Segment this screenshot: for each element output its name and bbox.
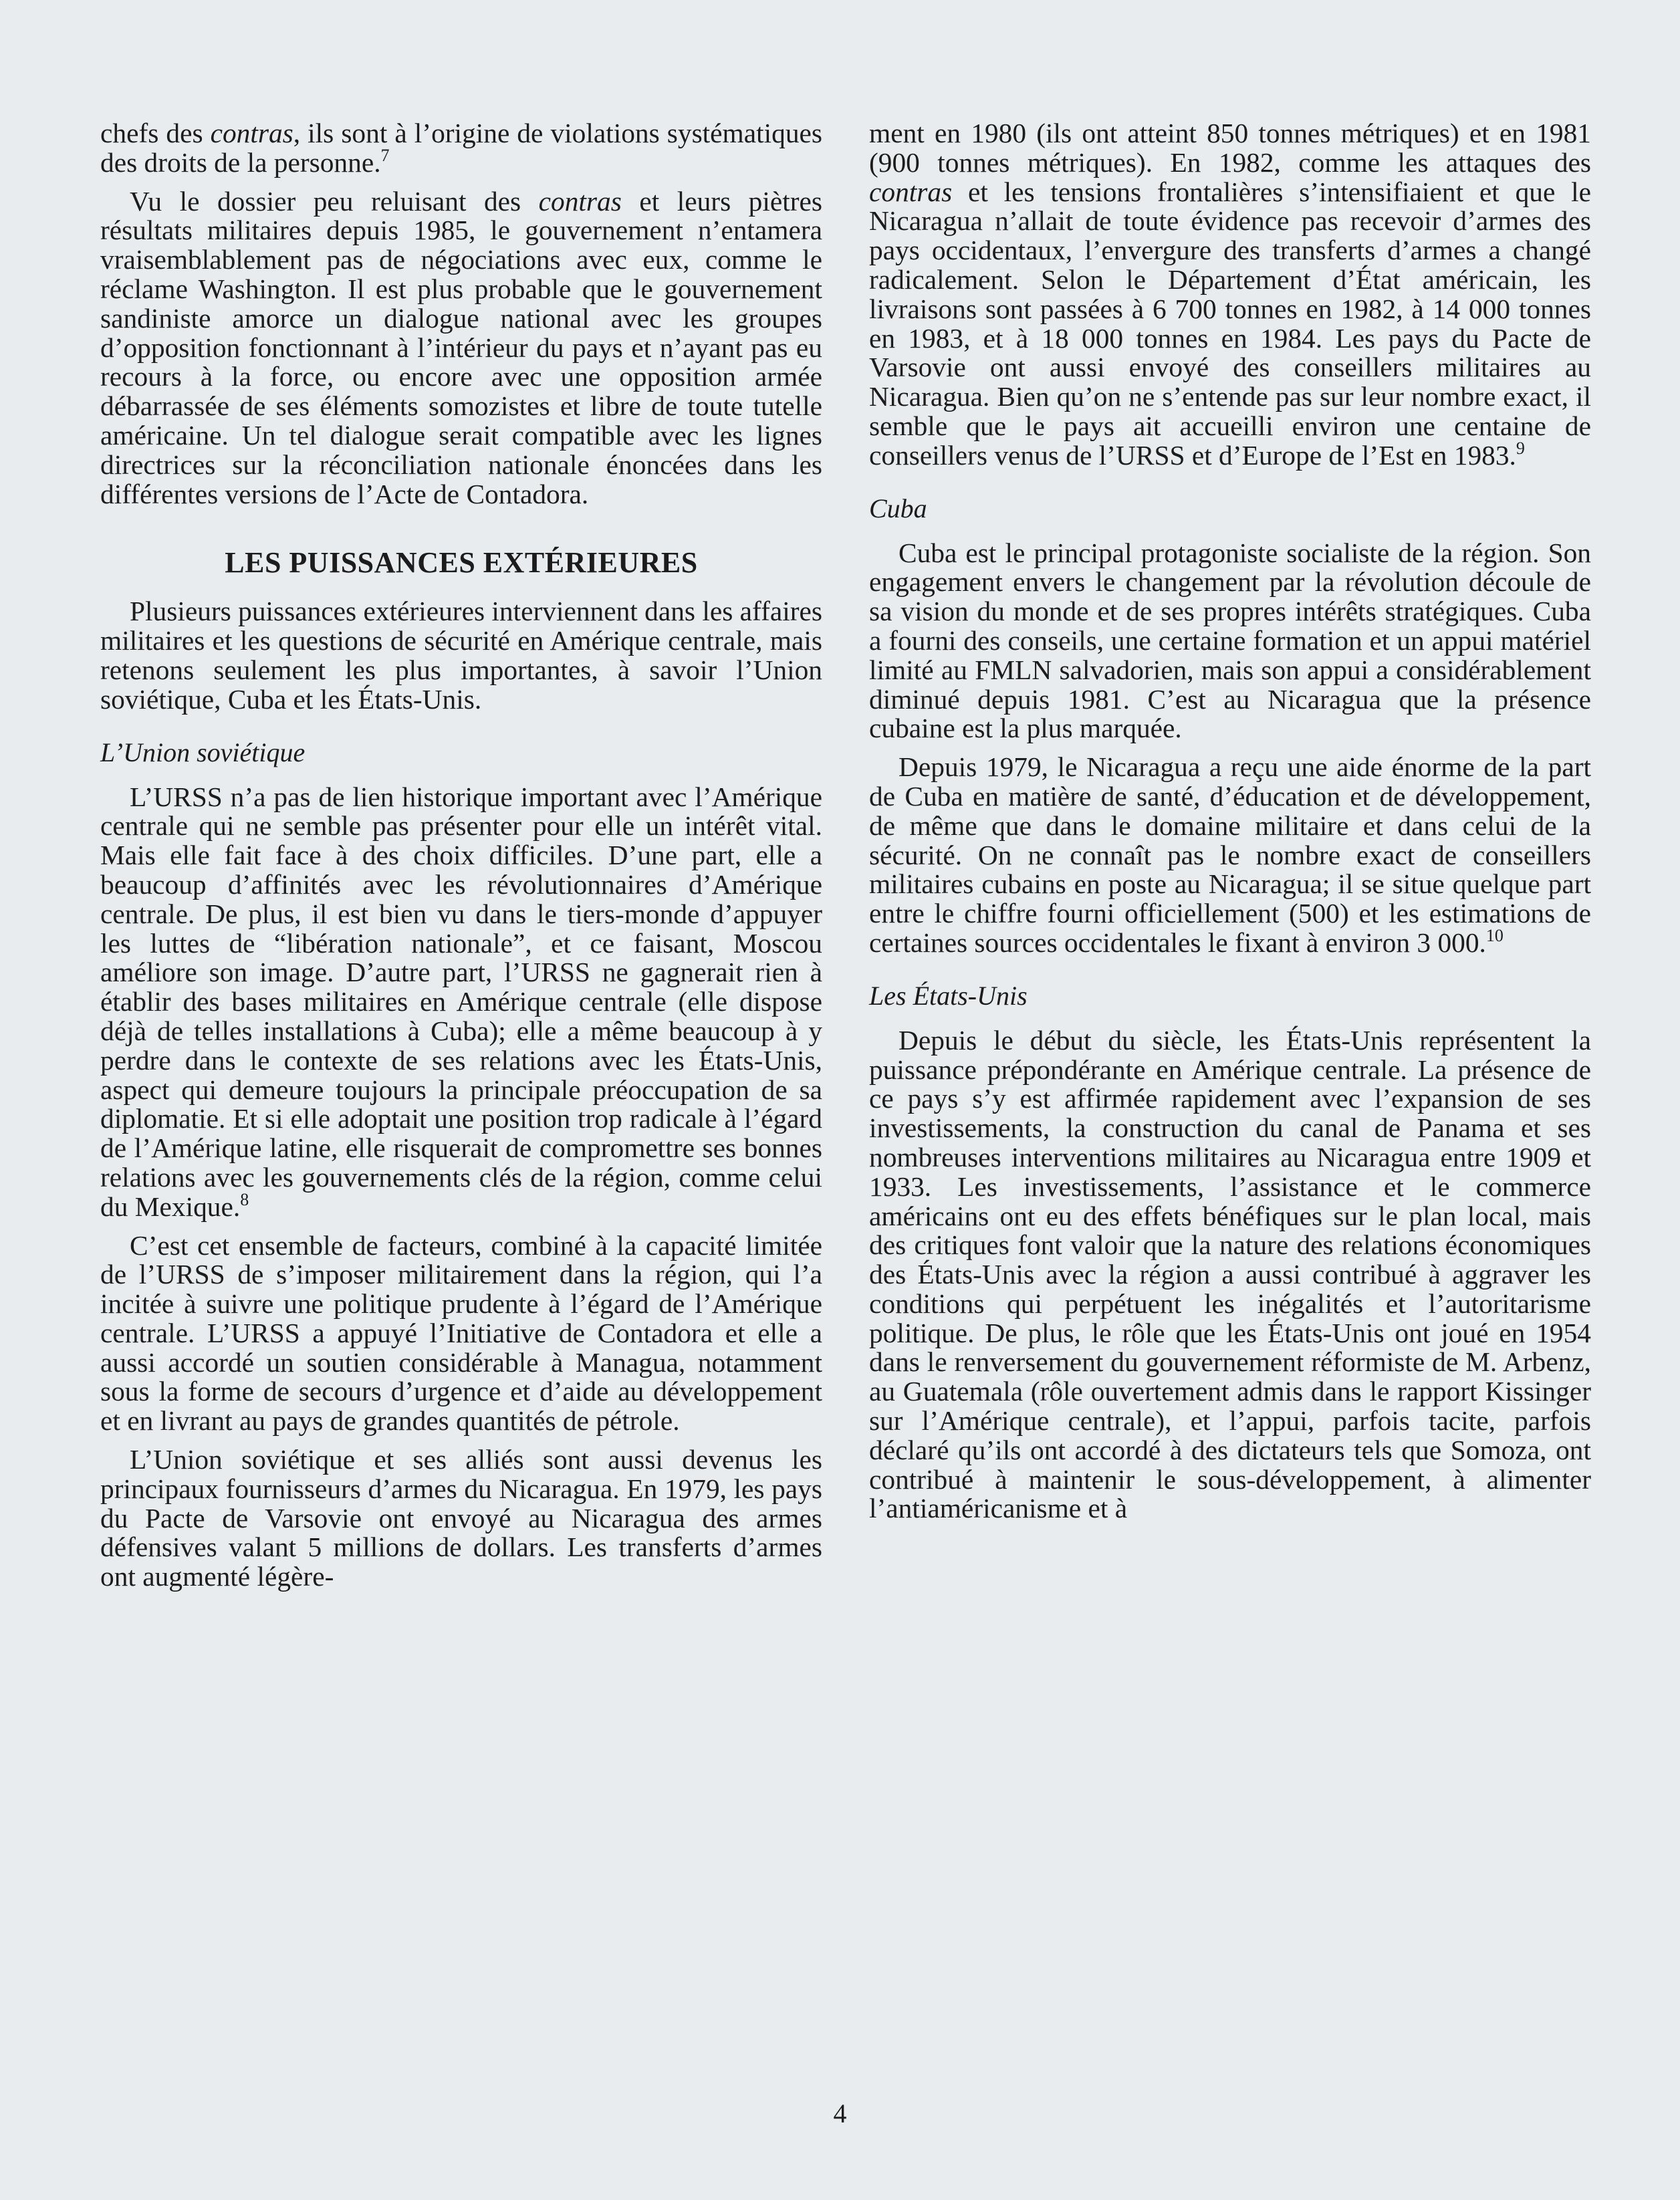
paragraph: Plusieurs puissances extérieures interviennent dans les affaires militaires et les questions de sécurité en Amérique centrale, mais retenons seulement les plus importantes, à savoir l’Union soviétique, Cuba et les États-Unis. bbox=[100, 596, 822, 715]
left-column bbox=[100, 119, 822, 1601]
italic-term: contras bbox=[538, 185, 622, 217]
page-number: 4 bbox=[833, 2098, 847, 2128]
footnote-ref: 9 bbox=[1516, 438, 1525, 458]
italic-term: contras bbox=[210, 118, 293, 148]
text-run: ment en 1980 (ils ont atteint 850 tonnes métriques) et en 1981 (900 tonnes métriques). En 1982, comme les attaques des bbox=[869, 118, 1591, 178]
subsection-heading: Cuba bbox=[869, 493, 927, 523]
text-run: chefs des bbox=[100, 118, 211, 148]
subsection-heading: Les États-Unis bbox=[869, 980, 1028, 1011]
paragraph bbox=[869, 119, 1591, 471]
paragraph: L’Union soviétique et ses alliés sont aussi devenus les principaux fournisseurs d’armes du Nicaragua. En 1979, les pays du Pacte de Varsovie ont envoyé au Nicaragua des armes défensives valant 5 millions de dollars. Les transferts d’armes ont augmenté légère- bbox=[100, 1444, 822, 1592]
right-column bbox=[869, 119, 1591, 1533]
text-run: Depuis 1979, le Nicaragua a reçu une aide énorme de la part de Cuba en matière de santé, d’éducation et de développement, de même que dans le domaine militaire et dans celui de la sécurité. On ne connaît pas le nombre exact de conseillers militaires cubains en poste au Nicaragua; il se situe quelque part entre le chiffre fourni officiellement (500) et les estimations de certaines sources occidentales le fixant à environ 3 000. bbox=[869, 751, 1591, 958]
text-run: Vu le dossier peu reluisant des bbox=[130, 185, 539, 217]
footnote-ref: 10 bbox=[1485, 925, 1504, 945]
paragraph: Depuis le début du siècle, les États-Unis représentent la puissance prépondérante en Amérique centrale. La présence de ce pays s’y est affirmée rapidement avec l’expansion de ses investissements, la construction du canal de Panama et ses nombreuses interventions militaires au Nicaragua entre 1909 et 1933. Les investissements, l’assistance et le commerce américains ont eu des effets bénéfiques sur le plan local, mais des critiques font valoir que la nature des relations économiques des États-Unis avec la région a aussi contribué à aggraver les conditions qui perpétuent les inégalités et l’autoritarisme politique. De plus, le rôle que les États-Unis ont joué en 1954 dans le renversement du gouvernement réformiste de M. Arbenz, au Guatemala (rôle ouvertement admis dans le rapport Kissinger sur l’Amérique centrale), et l’appui, parfois tacite, parfois déclaré qu’ils ont accordé à des dictateurs tels que Somoza, ont contribué à maintenir le sous-développement, à alimenter l’antiaméricanisme et à bbox=[869, 1024, 1591, 1524]
italic-term: contras bbox=[869, 176, 953, 207]
text-run: L’URSS n’a pas de lien historique important avec l’Amérique centrale qui ne semble pas présenter pour elle un intérêt vital. Mais elle fait face à des choix difficiles. D’une part, elle a beaucoup d’affinités avec les révolutionnaires d’Amérique centrale. De plus, il est bien vu dans le tiers-monde d’appuyer les luttes de “libération nationale”, et ce faisant, Moscou améliore son image. D’autre part, l’URSS ne gagnerait rien à établir des bases militaires en Amérique centrale (elle dispose déjà de telles installations à Cuba); elle a même beaucoup à y perdre dans le contexte de ses relations avec les États-Unis, aspect qui demeure toujours la principale préoccupation de sa diplomatie. Et si elle adoptait une position trop radicale à l’égard de l’Amérique latine, elle risquerait de compromettre ses bonnes relations avec les gouvernements clés de la région, comme celui du Mexique. bbox=[100, 781, 822, 1222]
paragraph bbox=[100, 783, 822, 1222]
section-heading: LES PUISSANCES EXTÉRIEURES bbox=[225, 546, 698, 580]
text-run: et leurs piètres résultats militaires depuis 1985, le gouvernement n’entamera vraisemblablement pas de négociations avec eux, comme le réclame Washington. Il est plus probable que le gouvernement sandiniste amorce un dialogue national avec les groupes d’opposition fonctionnant à l’intérieur du pays et n’ayant pas eu recours à la force, ou encore avec une opposition armée débarrassée de ses éléments somozistes et libre de toute tutelle américaine. Un tel dialogue serait compatible avec les lignes directrices sur la réconciliation nationale énoncées dans les différentes versions de l’Acte de Contadora. bbox=[100, 185, 823, 509]
text-run: et les tensions frontalières s’intensifiaient et que le Nicaragua n’allait de toute évidence pas recevoir d’armes des pays occidentaux, l’envergure des transferts d’armes a changé radicalement. Selon le Département d’État américain, les livraisons sont passées à 6 700 tonnes en 1982, à 14 000 tonnes en 1983, et à 18 000 tonnes en 1984. Les pays du Pacte de Varsovie ont aussi envoyé des conseillers militaires au Nicaragua. Bien qu’on ne s’entende pas sur leur nombre exact, il semble que le pays ait accueilli environ une centaine de conseillers venus de l’URSS et d’Europe de l’Est en 1983. bbox=[869, 176, 1591, 471]
paragraph: Cuba est le principal protagoniste socialiste de la région. Son engagement envers le changement par la révolution découle de sa vision du monde et de ses propres intérêts stratégiques. Cuba a fourni des conseils, une certaine formation et un appui matériel limité au FMLN salvadorien, mais son appui a considérablement diminué depuis 1981. C’est au Nicaragua que la présence cubaine est la plus marquée. bbox=[869, 537, 1591, 744]
text-run: , ils sont à l’origine de violations systématiques des droits de la personne. bbox=[100, 118, 822, 178]
paragraph bbox=[100, 187, 822, 509]
footnote-ref: 7 bbox=[380, 145, 390, 165]
paragraph bbox=[869, 753, 1591, 958]
paragraph bbox=[100, 119, 822, 178]
paragraph: C’est cet ensemble de facteurs, combiné à la capacité limitée de l’URSS de s’imposer militairement dans la région, qui l’a incitée à suivre une politique prudente à l’égard de l’Amérique centrale. L’URSS a appuyé l’Initiative de Contadora et elle a aussi accordé un soutien considérable à Managua, notamment sous la forme de secours d’urgence et d’aide au développement et en livrant au pays de grandes quantités de pétrole. bbox=[100, 1229, 822, 1437]
footnote-ref: 8 bbox=[240, 1189, 249, 1209]
subsection-heading: L’Union soviétique bbox=[100, 737, 306, 767]
